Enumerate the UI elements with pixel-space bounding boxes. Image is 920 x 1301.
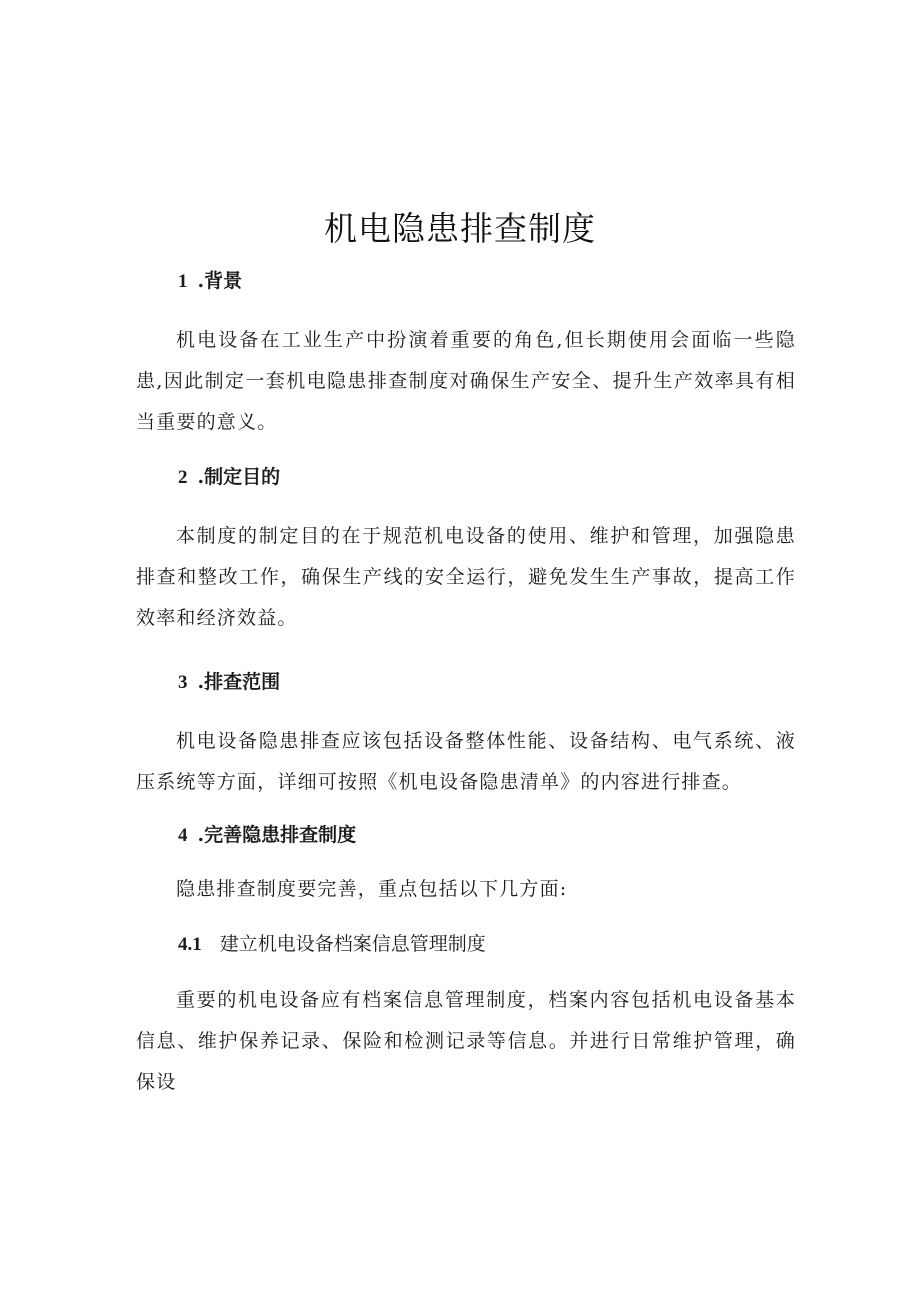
section-number: 3 bbox=[178, 672, 188, 693]
section-title: .排查范围 bbox=[197, 671, 281, 693]
section-title: .背景 bbox=[197, 270, 243, 292]
section-title: .制定目的 bbox=[197, 466, 281, 488]
subsection-paragraph-4-1: 重要的机电设备应有档案信息管理制度，档案内容包括机电设备基本信息、维护保养记录、保险和检测记录等信息。并进行日常维护管理，确保设 bbox=[136, 989, 796, 1093]
subsection-number: 4.1 bbox=[178, 934, 202, 955]
section-paragraph-1: 机电设备在工业生产中扮演着重要的角色,但长期使用会面临一些隐患,因此制定一套机电隐患排查制度对确保生产安全、提升生产效率具有相当重要的意义。 bbox=[136, 329, 796, 433]
subsection-heading-4-1 bbox=[178, 930, 486, 959]
section-heading-2 bbox=[178, 463, 280, 492]
section-paragraph-4: 隐患排查制度要完善，重点包括以下几方面: bbox=[176, 878, 568, 900]
section-title: .完善隐患排查制度 bbox=[197, 824, 357, 846]
section-paragraph-3: 机电设备隐患排查应该包括设备整体性能、设备结构、电气系统、液压系统等方面，详细可按照《机电设备隐患清单》的内容进行排查。 bbox=[136, 730, 796, 793]
section-heading-4 bbox=[178, 821, 356, 850]
document-title: 机电隐患排查制度 bbox=[324, 209, 596, 248]
section-number: 1 bbox=[178, 271, 188, 292]
subsection-title: 建立机电设备档案信息管理制度 bbox=[219, 933, 486, 955]
section-number: 4 bbox=[178, 825, 188, 846]
section-heading-3 bbox=[178, 668, 280, 697]
section-paragraph-2: 本制度的制定目的在于规范机电设备的使用、维护和管理，加强隐患排查和整改工作，确保生产线的安全运行，避免发生生产事故，提高工作效率和经济效益。 bbox=[136, 525, 796, 629]
section-number: 2 bbox=[178, 467, 188, 488]
section-heading-1 bbox=[178, 267, 242, 296]
